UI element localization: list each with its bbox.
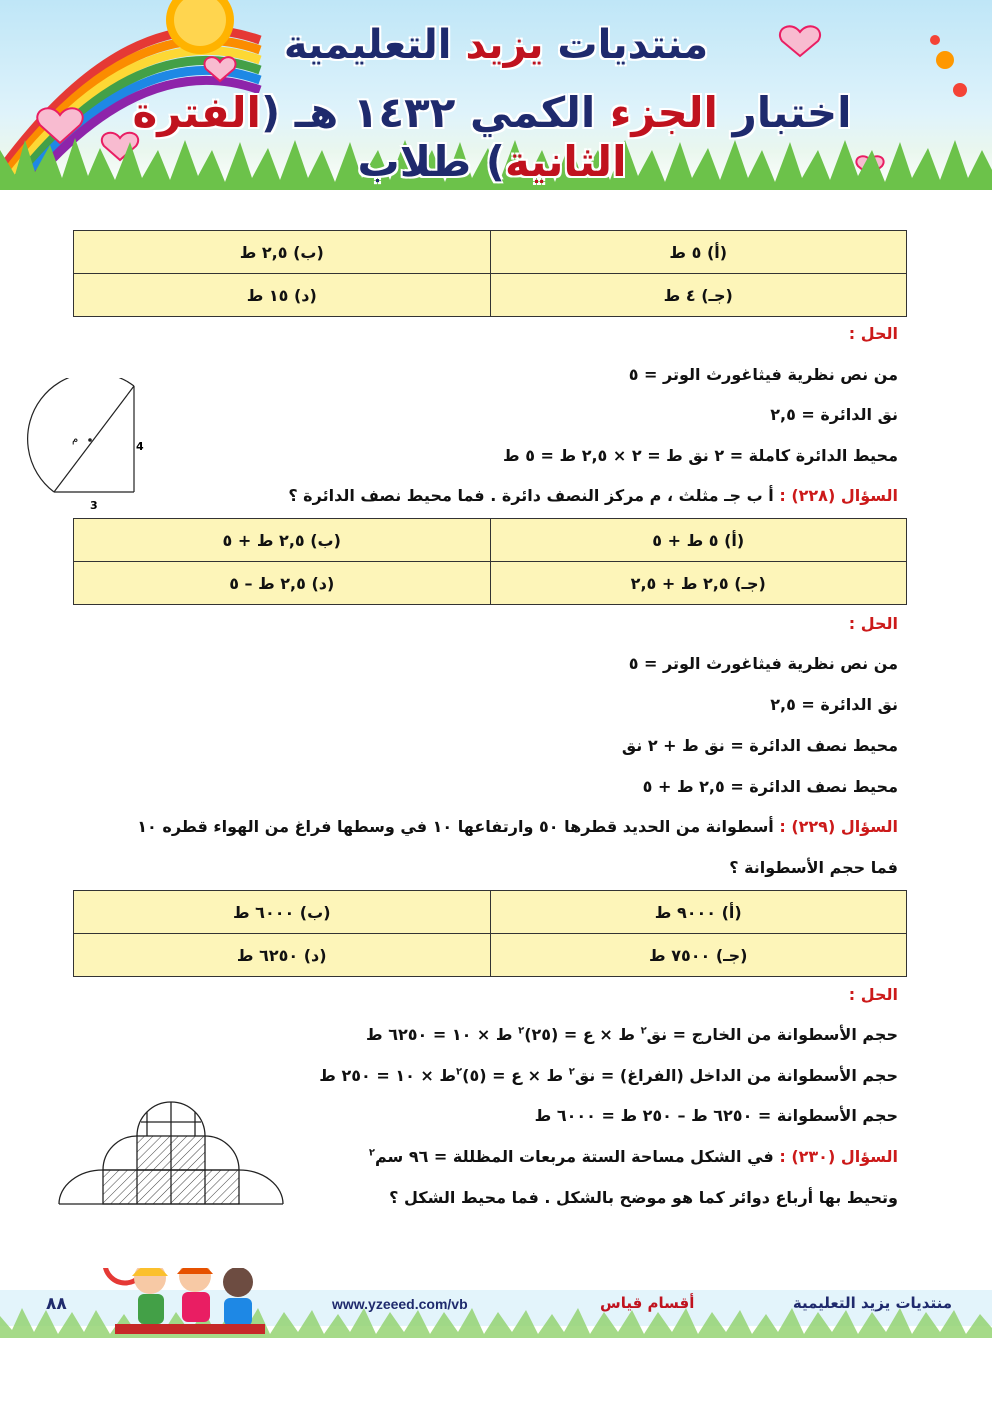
solution-line: من نص نظرية فيثاغورث الوتر = ٥ [628, 365, 898, 384]
page-header [0, 0, 992, 190]
options-table-1 [73, 230, 907, 317]
question-text-cont: فما حجم الأسطوانة ؟ [729, 858, 898, 877]
option-b[interactable]: (ب) ٦٠٠٠ ط [74, 891, 491, 934]
solution-line: حجم الأسطوانة من الداخل (الفراغ) = نق$^٢$ ط × ع = (٥)$^٢$ط × ١٠ = ٢٥٠ ط [319, 1066, 898, 1085]
footer-section: أقسام قياس [600, 1294, 695, 1312]
exam-title: اختبار الجزء الكمي ١٤٣٢ هـ (الفترة الثانية) طلاب [132, 88, 852, 186]
side-label: 4 [136, 440, 144, 453]
option-b[interactable]: (ب) ٢,٥ ط [74, 231, 491, 274]
solution-line: محيط الدائرة كاملة = ٢ نق ط = ٢ × ٢,٥ ط = ٥ ط [503, 446, 898, 465]
solution-label: الحل : [848, 614, 898, 633]
option-d[interactable]: (د) ٢,٥ ط – ٥ [74, 562, 491, 605]
option-c[interactable]: (جـ) ٤ ط [490, 274, 907, 317]
question-label: السؤال (٢٢٩) : [779, 817, 898, 836]
question-228 [288, 486, 898, 505]
solution-line: محيط نصف الدائرة = ٢,٥ ط + ٥ [642, 777, 898, 796]
solution-line: نق الدائرة = ٢,٥ [770, 695, 898, 714]
option-d[interactable]: (د) ١٥ ط [74, 274, 491, 317]
semicircle-triangle-figure [20, 378, 150, 513]
question-label: السؤال (٢٣٠) : [779, 1147, 898, 1166]
question-text: أ ب جـ مثلث ، م مركز النصف دائرة . فما محيط نصف الدائرة ؟ [288, 486, 774, 505]
option-d[interactable]: (د) ٦٢٥٠ ط [74, 934, 491, 977]
solution-label: الحل : [848, 324, 898, 343]
base-label: 3 [90, 499, 98, 512]
solution-line: حجم الأسطوانة من الخارج = نق$^٢$ ط × ع = (٢٥)$^٢$ ط × ١٠ = ٦٢٥٠ ط [366, 1025, 898, 1044]
option-a[interactable]: (أ) ٥ ط + ٥ [490, 519, 907, 562]
page-number: ٨٨ [46, 1294, 67, 1314]
question-230: السؤال (٢٣٠) : في الشكل مساحة الستة مربعات المظللة = ٩٦ سم$^٢$ [368, 1147, 898, 1166]
options-table-229 [73, 890, 907, 977]
question-text: أسطوانة من الحديد قطرها ٥٠ وارتفاعها ١٠ في وسطها فراغ من الهواء قطره ١٠ [137, 817, 774, 836]
footer-url-link[interactable]: www.yzeeed.com/vb [332, 1296, 468, 1312]
solution-line: نق الدائرة = ٢,٥ [770, 405, 898, 424]
solution-line: من نص نظرية فيثاغورث الوتر = ٥ [628, 654, 898, 673]
quarter-circles-figure [55, 1098, 300, 1210]
center-label: م [72, 434, 79, 445]
question-label: السؤال (٢٢٨) : [779, 486, 898, 505]
solution-label: الحل : [848, 985, 898, 1004]
question-text: في الشكل مساحة الستة مربعات المظللة = ٩٦ سم [374, 1147, 774, 1166]
footer-decoration [0, 1268, 992, 1403]
question-text-cont: وتحيط بها أرباع دوائر كما هو موضح بالشكل . فما محيط الشكل ؟ [389, 1188, 898, 1207]
option-a[interactable]: (أ) ٩٠٠٠ ط [490, 891, 907, 934]
page-footer [0, 1268, 992, 1403]
option-a[interactable]: (أ) ٥ ط [490, 231, 907, 274]
footer-site-name: منتديات يزيد التعليمية [792, 1294, 952, 1312]
solution-line: محيط نصف الدائرة = نق ط + ٢ نق [621, 736, 898, 755]
option-b[interactable]: (ب) ٢,٥ ط + ٥ [74, 519, 491, 562]
option-c[interactable]: (جـ) ٢,٥ ط + ٢,٥ [490, 562, 907, 605]
solution-line: حجم الأسطوانة = ٦٢٥٠ ط – ٢٥٠ ط = ٦٠٠٠ ط [534, 1106, 898, 1125]
option-c[interactable]: (جـ) ٧٥٠٠ ط [490, 934, 907, 977]
options-table-228 [73, 518, 907, 605]
site-title: منتديات يزيد التعليمية [283, 22, 709, 68]
question-229 [137, 817, 898, 836]
